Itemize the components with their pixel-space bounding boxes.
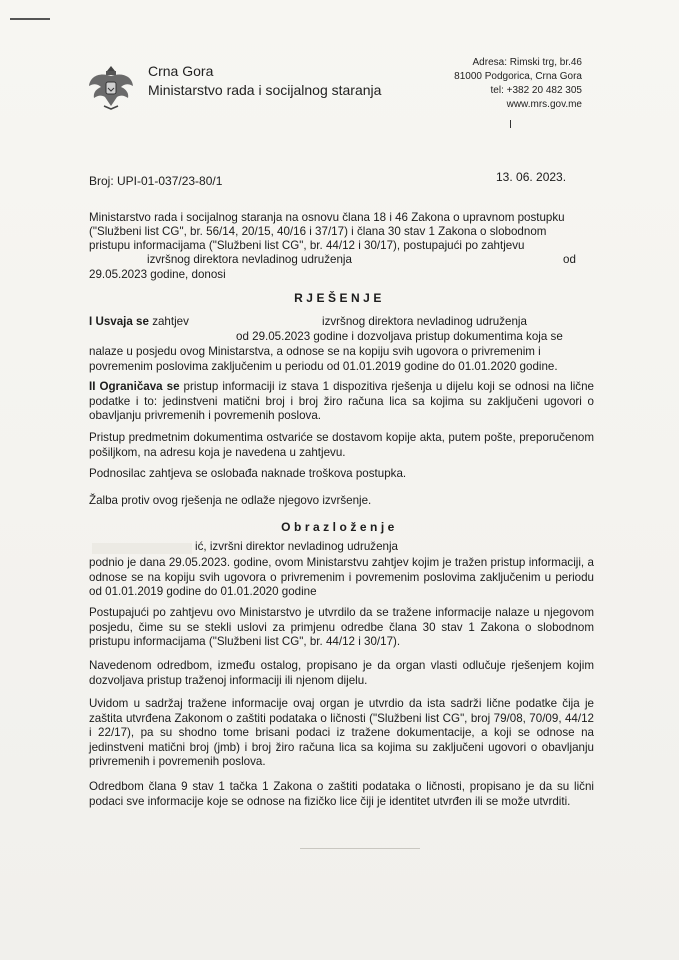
address: Adresa: Rimski trg, br.46	[472, 57, 582, 68]
intro-line-5: 29.05.2023 godine, donosi	[89, 268, 226, 281]
paper-mark	[300, 848, 420, 849]
document-date: 13. 06. 2023.	[496, 170, 567, 184]
intro-line-1: Ministarstvo rada i socijalnog staranja na osnovu člana 18 i 46 Zakona o upravnom postupku	[89, 211, 565, 224]
pen-mark	[10, 18, 50, 20]
decision-p2-text: pristup informaciji iz stava 1 dispozitiva rješenja u dijelu koji se odnosi na lične podatke i to: jedinstveni matični broj i broj žiro računa lica sa kojima su zaključeni ugovori o obavljanju privremenih i povremenih poslova.	[89, 380, 594, 423]
intro-line-3: pristupu informacijama ("Službeni list CG", br. 44/12 i 30/17), postupajući po zahtjevu	[89, 239, 525, 252]
ministry-name: Ministarstvo rada i socijalnog staranja	[148, 82, 382, 98]
decision-title: RJEŠENJE	[294, 291, 385, 305]
contact-block	[454, 56, 582, 112]
decision-p1-word: zahtjev	[152, 315, 189, 328]
decision-p1-line-1	[89, 315, 189, 330]
decision-p4: Podnosilac zahtjeva se oslobađa naknade troškova postupka.	[89, 467, 407, 480]
reasoning-p5: Odredbom člana 9 stav 1 tačka 1 Zakona o zaštiti podataka o ličnosti, propisano je da su lični podaci sve informacije koje se odnose na fizičko lice čiji je identitet utvrđen ili se može utvrditi.	[89, 780, 594, 808]
decision-p1-line-3: nalaze u posjedu ovog Ministarstva, a odnose se na kopiju svih ugovora o privremenim i	[89, 345, 541, 358]
decision-p2-lead: II Ograničava se	[89, 380, 180, 393]
reasoning-p4: Uvidom u sadržaj tražene informacije ovaj organ je utvrdio da ista sadrži lične podatke čija je zaštita utvrđena Zakonom o zaštiti podataka o ličnosti ("Službeni list CG", broj 79/08, 70/09, 44/12 i 22/17), pa su shodno tome brisani podaci iz tražene dokumentacije, a koji se odnose na jedinstveni matični broj (jmb) i broj žiro računa lica sa kojima su zaključeni ugovori o obavljanju privremenih i povremenih poslova.	[89, 697, 594, 769]
city: 81000 Podgorica, Crna Gora	[454, 71, 582, 82]
reasoning-title: Obrazloženje	[281, 520, 398, 534]
intro-line-2: ("Službeni list CG", br. 56/14, 20/15, 40/16 i 37/17) i člana 30 stav 1 Zakona o slobodnom	[89, 225, 547, 238]
decision-p3: Pristup predmetnim dokumentima ostvariće se dostavom kopije akta, putem pošte, preporučenom pošiljkom, na adresu koja je navedena u zahtjevu.	[89, 431, 594, 459]
decision-p1-lead: I Usvaja se	[89, 315, 149, 328]
reasoning-p3: Navedenom odredbom, između ostalog, propisano je da organ vlasti odlučuje rješenjem kojim dozvoljava pristup traženoj informaciji ili njenom dijelu.	[89, 659, 594, 687]
coat-of-arms-icon	[86, 62, 136, 112]
decision-p1-line-1b: izvršnog direktora nevladinog udruženja	[322, 315, 527, 328]
document-number: Broj: UPI-01-037/23-80/1	[89, 174, 223, 188]
decision-p1-line-4: povremenim poslovima zaključenim u periodu od 01.01.2019 godine do 01.01.2020 godine.	[89, 360, 558, 373]
phone: tel: +382 20 482 305	[490, 85, 582, 96]
reasoning-p2: Postupajući po zahtjevu ovo Ministarstvo je utvrdilo da se tražene informacije nalaze u njegovom posjedu, čime su se stekli uslovi za primjenu odredbe člana 30 stav 1 Zakona o slobodnom pristupu informacijama ("Službeni list CG", br. 44/12 i 30/17).	[89, 606, 594, 649]
decision-p1-line-2: od 29.05.2023 godine i dozvoljava pristup dokumentima koja se	[236, 330, 563, 343]
country-name: Crna Gora	[148, 63, 214, 79]
reasoning-p1: podnio je dana 29.05.2023. godine, ovom Ministarstvu zahtjev kojim je tražen pristup informaciji, a odnose se na kopiju svih ugovora o privremenim i povremenim poslovima zaključenim u periodu od 01.01.2019 godine do 01.01.2020 godine	[89, 556, 594, 599]
pen-tick	[510, 120, 511, 128]
reasoning-p1-line-1: ić, izvršni direktor nevladinog udruženja	[195, 540, 398, 553]
intro-line-4a: izvršnog direktora nevladinog udruženja	[147, 253, 352, 266]
website: www.mrs.gov.me	[506, 99, 582, 110]
decision-p2	[89, 380, 594, 424]
redaction	[92, 543, 192, 554]
letterhead	[148, 62, 381, 100]
decision-p5: Žalba protiv ovog rješenja ne odlaže njegovo izvršenje.	[89, 494, 372, 507]
intro-line-4b: od	[563, 253, 576, 266]
